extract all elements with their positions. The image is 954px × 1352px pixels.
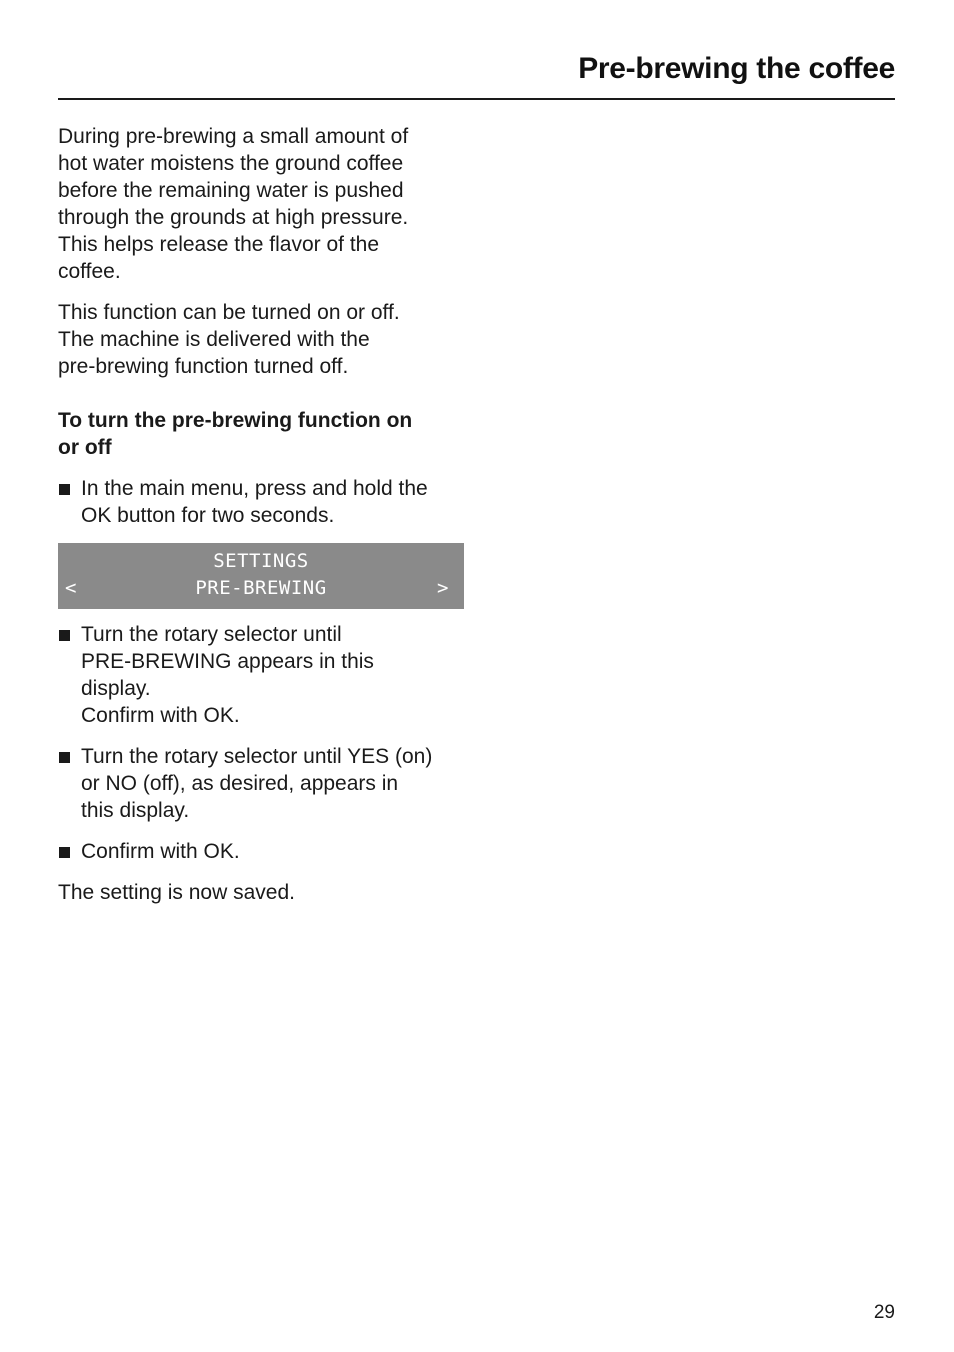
heading-line: or off bbox=[58, 436, 112, 459]
square-bullet-icon bbox=[59, 752, 70, 763]
step-3 bbox=[58, 743, 464, 824]
step-2 bbox=[58, 621, 464, 729]
display-line-settings: SETTINGS bbox=[213, 550, 309, 572]
arrow-left-icon: < bbox=[65, 577, 77, 599]
step-text-line: or NO (off), as desired, appears in bbox=[81, 772, 399, 795]
arrow-right-icon: > bbox=[437, 577, 449, 599]
display-line-pre-brewing: PRE-BREWING bbox=[195, 577, 327, 599]
content-column bbox=[58, 123, 464, 920]
page-number: 29 bbox=[873, 1302, 895, 1323]
step-text-line: Confirm with OK. bbox=[81, 840, 240, 863]
text-line: This helps release the flavor of the bbox=[58, 233, 380, 256]
result-text: The setting is now saved. bbox=[58, 881, 295, 904]
text-line: During pre-brewing a small amount of bbox=[58, 125, 409, 148]
step-text-line: PRE-BREWING appears in this bbox=[81, 650, 374, 673]
step-text-line: display. bbox=[81, 677, 151, 700]
title-divider bbox=[58, 98, 895, 100]
step-text-line: Confirm with OK. bbox=[81, 704, 240, 727]
text-line: The machine is delivered with the bbox=[58, 328, 370, 351]
step-text-line: Turn the rotary selector until bbox=[81, 623, 342, 646]
square-bullet-icon bbox=[59, 630, 70, 641]
step-text-line: In the main menu, press and hold the bbox=[81, 477, 428, 500]
section-heading bbox=[58, 407, 464, 461]
step-text-line: Turn the rotary selector until YES (on) bbox=[81, 745, 433, 768]
intro-paragraph-1 bbox=[58, 123, 464, 285]
text-line: before the remaining water is pushed bbox=[58, 179, 404, 202]
step-text-line: this display. bbox=[81, 799, 190, 822]
text-line: hot water moistens the ground coffee bbox=[58, 152, 404, 175]
text-line: pre-brewing function turned off. bbox=[58, 355, 349, 378]
intro-paragraph-2 bbox=[58, 299, 464, 380]
square-bullet-icon bbox=[59, 484, 70, 495]
page-title: Pre-brewing the coffee bbox=[578, 52, 895, 85]
step-4 bbox=[58, 838, 464, 865]
text-line: This function can be turned on or off. bbox=[58, 301, 400, 324]
heading-line: To turn the pre-brewing function on bbox=[58, 409, 413, 432]
step-1 bbox=[58, 475, 464, 529]
step-text-line: OK button for two seconds. bbox=[81, 504, 335, 527]
text-line: coffee. bbox=[58, 260, 121, 283]
square-bullet-icon bbox=[59, 847, 70, 858]
machine-display bbox=[58, 543, 464, 609]
text-line: through the grounds at high pressure. bbox=[58, 206, 409, 229]
